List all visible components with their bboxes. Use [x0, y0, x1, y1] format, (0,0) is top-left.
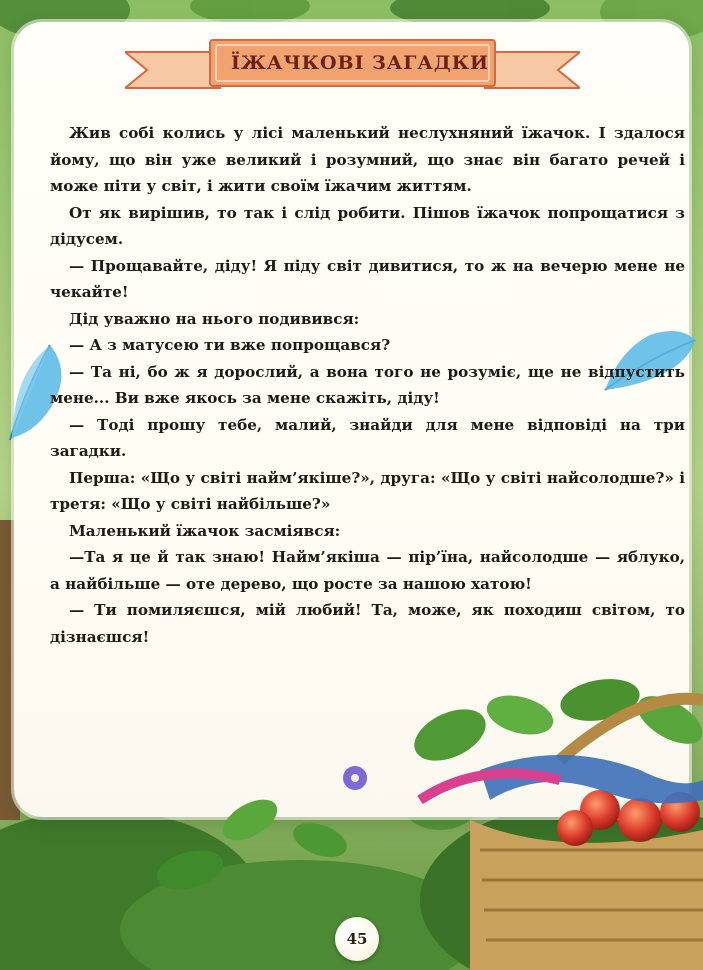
page-title: ЇЖАЧКОВІ ЗАГАДКИ — [231, 52, 489, 74]
story-paragraph: — Прощавайте, діду! Я піду світ дивитися, то ж на вечерю мене не чекайте! — [50, 256, 685, 301]
page-number: 45 — [335, 917, 379, 961]
story-paragraph: — Тоді прошу тебе, малий, знайди для мене відповіді на три загадки. — [50, 415, 685, 460]
story-paragraph: — А з матусею ти вже попрощався? — [69, 336, 391, 354]
story-paragraph: Перша: «Що у світі найм’якіше?», друга: «Що у світі найсолодше?» і третя: «Що у світі найбільше?» — [50, 468, 685, 513]
story-paragraph: Маленький їжачок засміявся: — [69, 521, 341, 540]
story-paragraph: Жив собі колись у лісі маленький неслухняний їжачок. І здалося йому, що він уже великий і розумний, що знає він багато речей і може піти у світ, і жити своїм їжачим життям. — [50, 124, 685, 195]
story-paragraph: —Та я це й так знаю! Найм’якіша — пір’їна, найсолодше — яблуко, а найбільше — оте дерево, що росте за нашою хатою! — [50, 548, 685, 593]
story-text — [50, 120, 685, 650]
story-paragraph: От як вирішив, то так і слід робити. Пішов їжачок попрощатися з дідусем. — [50, 203, 685, 248]
story-paragraph: — Ти помиляєшся, мій любий! Та, може, як походиш світом, то дізнаєшся! — [50, 601, 685, 646]
story-paragraph: Дід уважно на нього подивився: — [69, 309, 360, 328]
story-paragraph: — Та ні, бо ж я дорослий, а вона того не розуміє, ще не відпустить мене... Ви вже якось за мене скажіть, діду! — [50, 362, 685, 407]
